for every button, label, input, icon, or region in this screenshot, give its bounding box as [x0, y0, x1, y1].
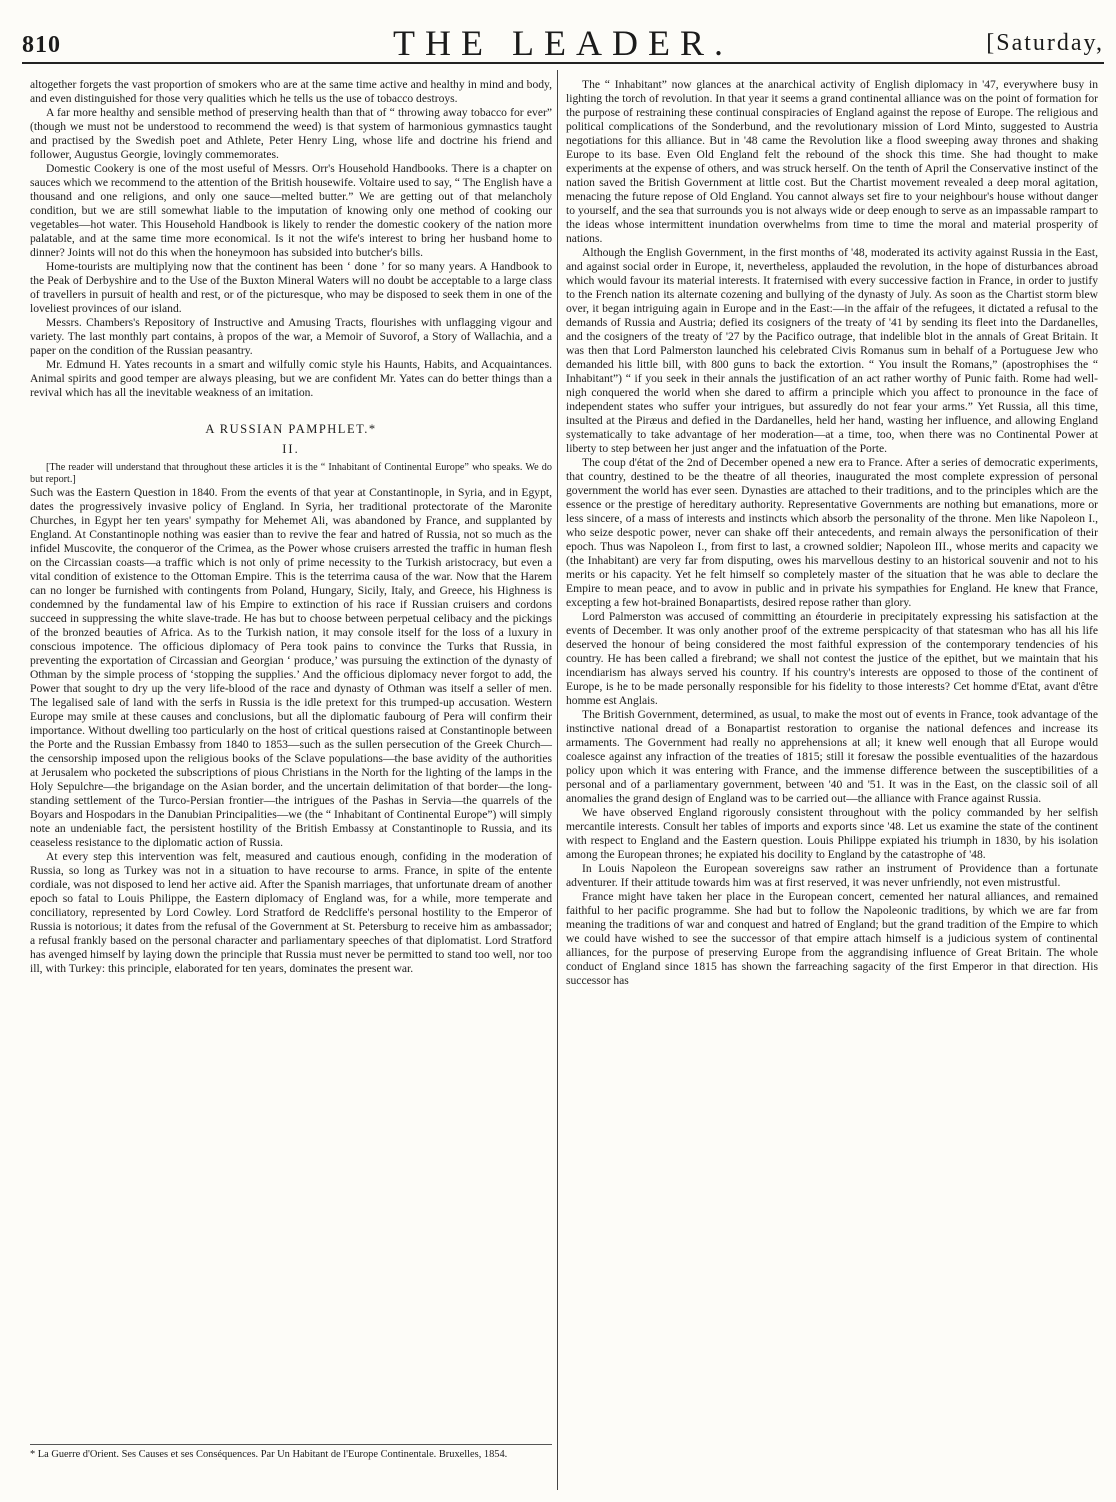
- paragraph: Home-tourists are multiplying now that the continent has been ‘ done ’ for so many years. A Handbook to the Peak of Derbyshire and to the Use of the Buxton Mineral Waters will no doubt be acceptable to a large class of travellers in pursuit of health and rest, or of the picturesque, who may be disposed to seek them in one of the loveliest provinces of our island.: [30, 260, 552, 315]
- footnote: * La Guerre d'Orient. Ses Causes et ses Conséquences. Par Un Habitant de l'Europe Continentale. Bruxelles, 1854.: [30, 1444, 552, 1462]
- paragraph: A far more healthy and sensible method of preserving health than that of “ throwing away tobacco for ever” (though we must not be understood to recommend the weed) is that system of harmonious gymnastics taught and practised by the Swedish poet and Athlete, Peter Henry Ling, whose life and doctrine his friend and follower, Augustus Georgie, lovingly commemorates.: [30, 106, 552, 161]
- editor-note: [The reader will understand that throughout these articles it is the “ Inhabitant of Continental Europe” who speaks. We do but report.]: [30, 462, 552, 486]
- paragraph: At every step this intervention was felt, measured and cautious enough, confiding in the moderation of Russia, so long as Turkey was not in a situation to have recourse to arms. France, in spite of the entente cordiale, was not disposed to lend her active aid. After the Spanish marriages, that unfortunate dream of another epoch so fatal to Louis Philippe, the Eastern diplomacy of England was, for a while, more temperate and conciliatory, represented by Lord Cowley. Lord Stratford de Redcliffe's personal hostility to the Emperor of Russia is notorious; it dates from the refusal of the Government at St. Petersburg to receive him as ambassador; a refusal frankly based on the personal character and parliamentary speeches of that diplomatist. Lord Stratford has avenged himself by laying down the principle that Russia must never be permitted to stand too well, nor too ill, with Turkey: this principle, elaborated for ten years, dominates the present war.: [30, 850, 552, 976]
- paragraph: Mr. Edmund H. Yates recounts in a smart and wilfully comic style his Haunts, Habits, and Acquaintances. Animal spirits and good temper are always pleasing, but we are confident Mr. Yates can do better things than a revival which has all the inevitable weakness of an imitation.: [30, 358, 552, 399]
- right-column: [566, 78, 1098, 988]
- column-rule: [557, 70, 558, 1490]
- paragraph: In Louis Napoleon the European sovereigns saw rather an instrument of Providence than a fortunate adventurer. If their attitude towards him was at first reserved, it was never unfriendly, not even mistrustful.: [566, 862, 1098, 889]
- section-numeral: II.: [282, 442, 300, 456]
- page-number: 810: [22, 32, 61, 58]
- paragraph: Although the English Government, in the first months of '48, moderated its activity against Russia in the East, and against social order in Europe, it, nevertheless, applauded the revolution, in the hope of disturbances abroad which would favour its material interests. It fraternised with every successive faction in France, in order to justify to the French nation its alternate cozening and bullying of the dynasty of July. As soon as the Chartist storm blew over, it began intriguing again in Europe and in the East:—in the affair of the refugees, it dictated a refusal to the demands of Russia and Austria; defied its cosigners of the treaty of '41 by sending its fleet into the Dardanelles, and the cosigners of the treaty of '27 by the Pacifico outrage, that indelible blot in the annals of Great Britain. It was then that Lord Palmerston launched his celebrated Civis Romanus sum in behalf of a Portuguese Jew who demanded his little bill, with 800 guns to back the extortion. “ You insult the Romans,” (apostrophises the “ Inhabitant”) “ if you seek in their annals the justification of an act rather worthy of Punic faith. Rome had well-nigh conquered the world when she dared to affirm a principle which you affect to pronounce in the face of independent states who suffer your intrigues, but assuredly do not fear your arms.” Yet Russia, all this time, insulted at the Piræus and defied in the Dardanelles, held her hand, wasting her influence, and allowing England systematically to take advantage of her moderation—at a time, too, when there was no Continental Power at liberty to step between her just anger and the infatuation of the Porte.: [566, 246, 1098, 455]
- paragraph: The British Government, determined, as usual, to make the most out of events in France, took advantage of the instinctive national dread of a Bonapartist restoration to organise the national defences and increase its armaments. The Government had really no apprehensions at all; it knew well enough that all Europe would coalesce against any infraction of the treaties of 1815; still it foresaw the possible eventualities of the hazardous policy upon which it was entering with France, and the immense difference between the susceptibilities of a personal and of a parliamentary government, between '40 and '51. It was in the East, on the classic soil of all anomalies the grand design of England was to be carried out—the alliance with France against Russia.: [566, 708, 1098, 805]
- paragraph: Such was the Eastern Question in 1840. From the events of that year at Constantinople, in Syria, and in Egypt, dates the progressively invasive policy of England. In Syria, her traditional protectorate of the Maronite Churches, in Egypt her ten years' sympathy for Mehemet Ali, was abandoned by France, and supplanted by England. At Constantinople nothing was easier than to revive the fear and hatred of Russia, not so much as the infidel Muscovite, the conqueror of the Crimea, as the Power whose cruisers arrested the traffic in human flesh on the Circassian coasts—a traffic which is not only of prime necessity to the Turkish aristocracy, but even a vital condition of existence to the Ottoman Empire. This is the teterrima causa of the war. Now that the Harem can no longer be furnished with contingents from Poland, Hungary, Sicily, Italy, and Greece, his Highness is condemned by the fundamental law of his Empire to extinction of his race if Russian cruisers and cordons succeed in suppressing the white slave-trade. He has but to choose between perpetual celibacy and the pickings of the bronzed beauties of Africa. As to the Turkish nation, it may console itself for the loss of a luxury in conscious impotence. The officious diplomacy of Pera took pains to convince the Turks that Russia, in preventing the exportation of Circassian and Georgian ‘ produce,’ was pursuing the extinction of the dynasty of Othman by the simple process of ‘stopping the supplies.’ And the officious diplomacy never forgot to add, the Power that sought to dry up the very life-blood of the race and dynasty of Othman was itself a seller of men. The legalised sale of land with the serfs in Russia is the idle pretext for this trumped-up accusation. Western Europe may smile at these causes and conclusions, but all the diplomatic faubourg of Pera will confirm their importance. Without dwelling too particularly on the host of critical questions raised at Constantinople between the Porte and the Russian Embassy from 1840 to 1853—such as the sullen persecution of the Greek Church—the censorship imposed upon the religious books of the Sclave populations—the base avidity of the authorities at Jerusalem who pocketed the subscriptions of pious Christians in the North for the lighting of the lamps in the Holy Sepulchre—the brigandage on the Asian border, and the uncertain delimitation of that border—the long-standing settlement of the Turco-Persian frontier—the intrigues of the Pashas in Servia—the quarrels of the Boyars and Hospodars in the Danubian Principalities—we (the “ Inhabitant of Continental Europe”) will simply note an undeniable fact, the persistent hostility of the British Embassy at Constantinople to Russia, and its ceaseless resistance to the diplomatic action of Russia.: [30, 486, 552, 850]
- page-header: [22, 14, 1104, 64]
- paragraph: Messrs. Chambers's Repository of Instructive and Amusing Tracts, flourishes with unflagging vigour and variety. The last monthly part contains, à propos of the war, a Memoir of Suvorof, a Story of Wallachia, and a paper on the condition of the Russian peasantry.: [30, 316, 552, 357]
- paragraph: France might have taken her place in the European concert, cemented her natural alliances, and remained faithful to her pacific programme. She had but to follow the Napoleonic traditions, by which we are far from meaning the traditions of war and conquest and hatred of England; but the grand tradition of the Empire to which we could have wished to see the successor of that empire attach himself is a judicious system of continental alliances, for the purpose of preserving Europe from the aggrandising influence of Great Britain. The whole conduct of England since 1815 has shown the farreaching sagacity of the first Emperor in that direction. His successor has: [566, 890, 1098, 987]
- masthead-title: THE LEADER.: [393, 23, 733, 63]
- paragraph: The coup d'état of the 2nd of December opened a new era to France. After a series of democratic experiments, that country, destined to be the theatre of all theories, inaugurated the most complete expression of personal government the world has ever seen. Dynasties are attached to their traditions, and to the principles which are the essence or the prestige of hereditary authority. Representative Governments are nothing but emanations, more or less sincere, of a mass of interests and instincts which absorb the personality of the throne. Men like Napoleon I., who seize despotic power, never can shake off their antecedents, and remain always the personification of their epoch. Thus was Napoleon I., from first to last, a crowned soldier; Napoleon III., whose merits and capacity we (the Inhabitant) are very far from disputing, owes his marvellous destiny to an historical souvenir and not to his merits or his capacity. Yet he felt himself so completely master of the situation that he was able to declare the Empire to mean peace, and to avow in public and in private his sympathies for England. He knew that France, excepting a few hot-brained Bonapartists, desired repose rather than glory.: [566, 456, 1098, 609]
- section-title: A RUSSIAN PAMPHLET.*: [205, 422, 377, 436]
- issue-day: [Saturday,: [986, 30, 1104, 56]
- paragraph: Lord Palmerston was accused of committing an étourderie in precipitately expressing his satisfaction at the events of December. It was only another proof of the extreme perspicacity of that statesman who has all his life deserved the honour of being considered the most faithful expression of the contemporary tendencies of his country. He has been called a firebrand; we shall not contest the justice of the epithet, but we maintain that his incendiarism has always served his country. If his country's interests are opposed to those of the continent of Europe, is he to be made personally responsible for his fidelity to those interests? Cet homme d'Etat, avant d'être homme est Anglais.: [566, 610, 1098, 707]
- paragraph: The “ Inhabitant” now glances at the anarchical activity of English diplomacy in '47, everywhere busy in lighting the torch of revolution. In that year it seems a grand continental alliance was on the point of formation for the purpose of restraining these continual conspiracies of England against the repose of Europe. The religious and political complications of the Sonderbund, and the revolutionary mission of Lord Minto, suggested to Austria negotiations for this alliance. But in '48 came the Revolution like a flood sweeping away thrones and shaking Europe to its base. Even Old England felt the rebound of the shock this time. She had thought to make experiments at the expense of others, and was struck herself. On the tenth of April the Conservative instinct of the nation saved the British Government at little cost. But the Chartist movement revealed a deep moral agitation, menacing the future repose of Old England. You cannot always set fire to your neighbour's house without danger to yourself, and the sea that surrounds you is not always wide or deep enough to serve as an impassable rampart to the ideas whose intermittent inundation overwhelms from time to time the moral and material prosperity of nations.: [566, 78, 1098, 245]
- paragraph: We have observed England rigorously consistent throughout with the policy commanded by her selfish mercantile interests. Consult her tables of imports and exports since '48. Let us examine the state of the continent with respect to England and the Eastern question. Louis Philippe expiated his triumph in 1830, by his isolation among the European thrones; he expiated his docility to England by the catastrophe of '48.: [566, 806, 1098, 861]
- paragraph: Domestic Cookery is one of the most useful of Messrs. Orr's Household Handbooks. There is a chapter on sauces which we recommend to the attention of the British housewife. Voltaire used to say, “ The English have a thousand and one religions, and only one sauce—melted butter.” We are getting out of that melancholy condition, but we are still somewhat liable to the imputation of knowing only one method of cooking our vegetables—hot water. This Household Handbook is likely to render the domestic cookery of the nation more palatable, and at the same time more economical. Is it not the wife's interest to bring her husband home to dinner? Joints will not do this when the honeymoon has subsided into butcher's bills.: [30, 162, 552, 259]
- left-column: [30, 78, 552, 976]
- paragraph: altogether forgets the vast proportion of smokers who are at the same time active and healthy in mind and body, and even distinguished for those very qualities which he tells us the use of tobacco destroys.: [30, 78, 552, 105]
